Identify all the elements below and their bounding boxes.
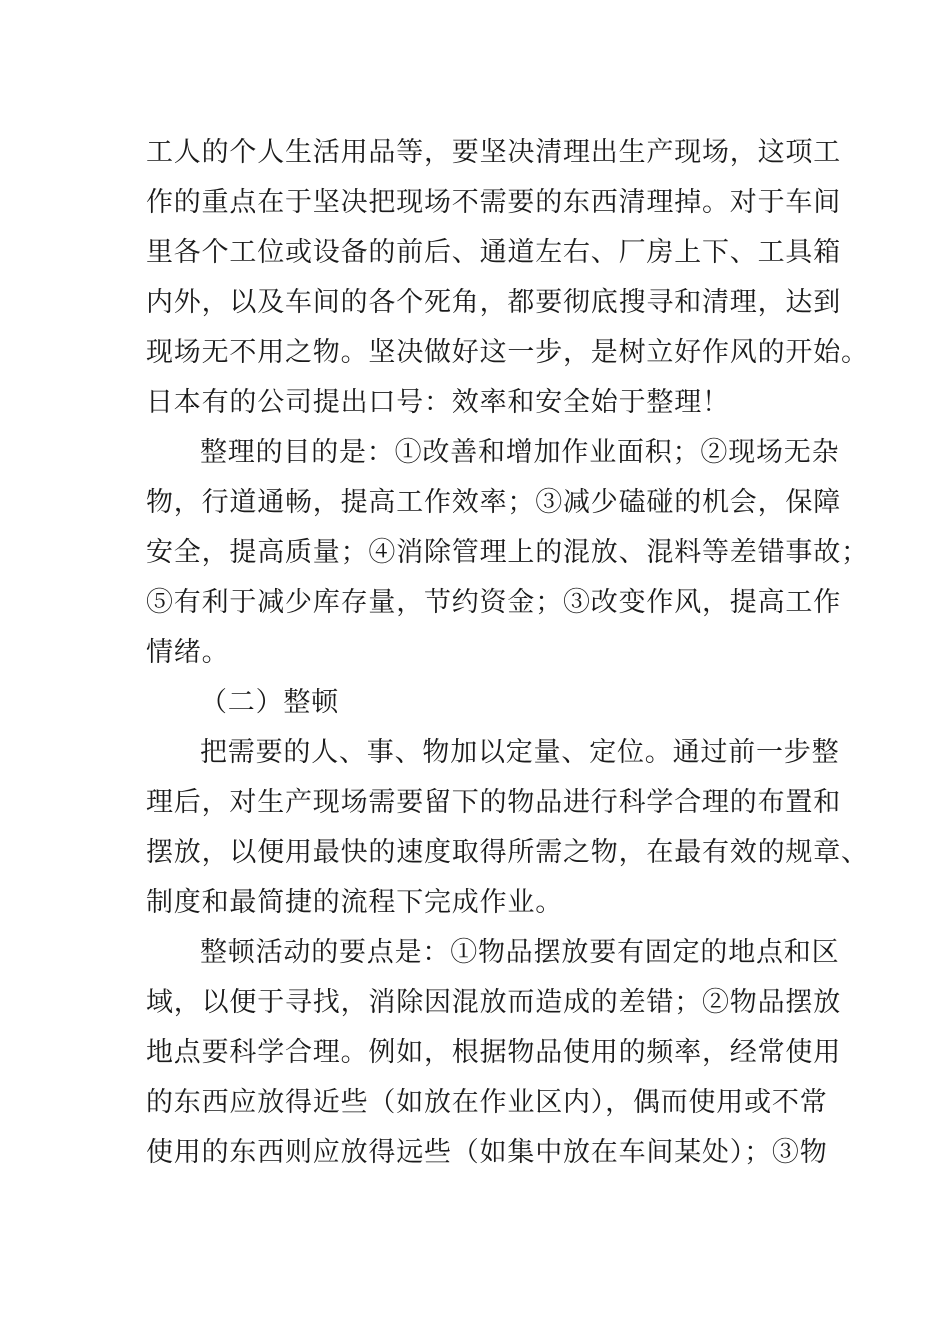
text-line: 摆放，以便用最快的速度取得所需之物，在最有效的规章、 [146,837,869,868]
paragraph-start-line: 把需要的人、事、物加以定量、定位。通过前一步整 [200,737,840,768]
text-line: 日本有的公司提出口号：效率和安全始于整理！ [146,387,730,418]
text-line: 工人的个人生活用品等，要坚决清理出生产现场，这项工 [146,137,841,168]
text-line: 制度和最简捷的流程下完成作业。 [146,887,563,918]
text-line: 域，以便于寻找，消除因混放而造成的差错；②物品摆放 [146,987,841,1018]
text-line: 物，行道通畅，提高工作效率；③减少磕碰的机会，保障 [146,487,841,518]
section-heading: （二）整顿 [200,687,339,718]
text-line: 作的重点在于坚决把现场不需要的东西清理掉。对于车间 [146,187,841,218]
text-line: 理后，对生产现场需要留下的物品进行科学合理的布置和 [146,787,841,818]
paragraph-start-line: 整理的目的是：①改善和增加作业面积；②现场无杂 [200,437,840,468]
text-line: 内外，以及车间的各个死角，都要彻底搜寻和清理，达到 [146,287,841,318]
text-line: 安全，提高质量；④消除管理上的混放、混料等差错事故； [146,537,869,568]
text-line: 里各个工位或设备的前后、通道左右、厂房上下、工具箱 [146,237,841,268]
text-line: 使用的东西则应放得远些（如集中放在车间某处）；③物 [146,1137,828,1168]
text-line: 地点要科学合理。例如，根据物品使用的频率，经常使用 [146,1037,841,1068]
text-line: 现场无不用之物。坚决做好这一步，是树立好作风的开始。 [146,337,869,368]
text-line: 的东西应放得近些（如放在作业区内），偶而使用或不常 [146,1087,828,1118]
text-line: 情绪。 [146,637,230,668]
text-line: ⑤有利于减少库存量，节约资金；③改变作风，提高工作 [146,587,841,618]
paragraph-start-line: 整顿活动的要点是：①物品摆放要有固定的地点和区 [200,937,840,968]
